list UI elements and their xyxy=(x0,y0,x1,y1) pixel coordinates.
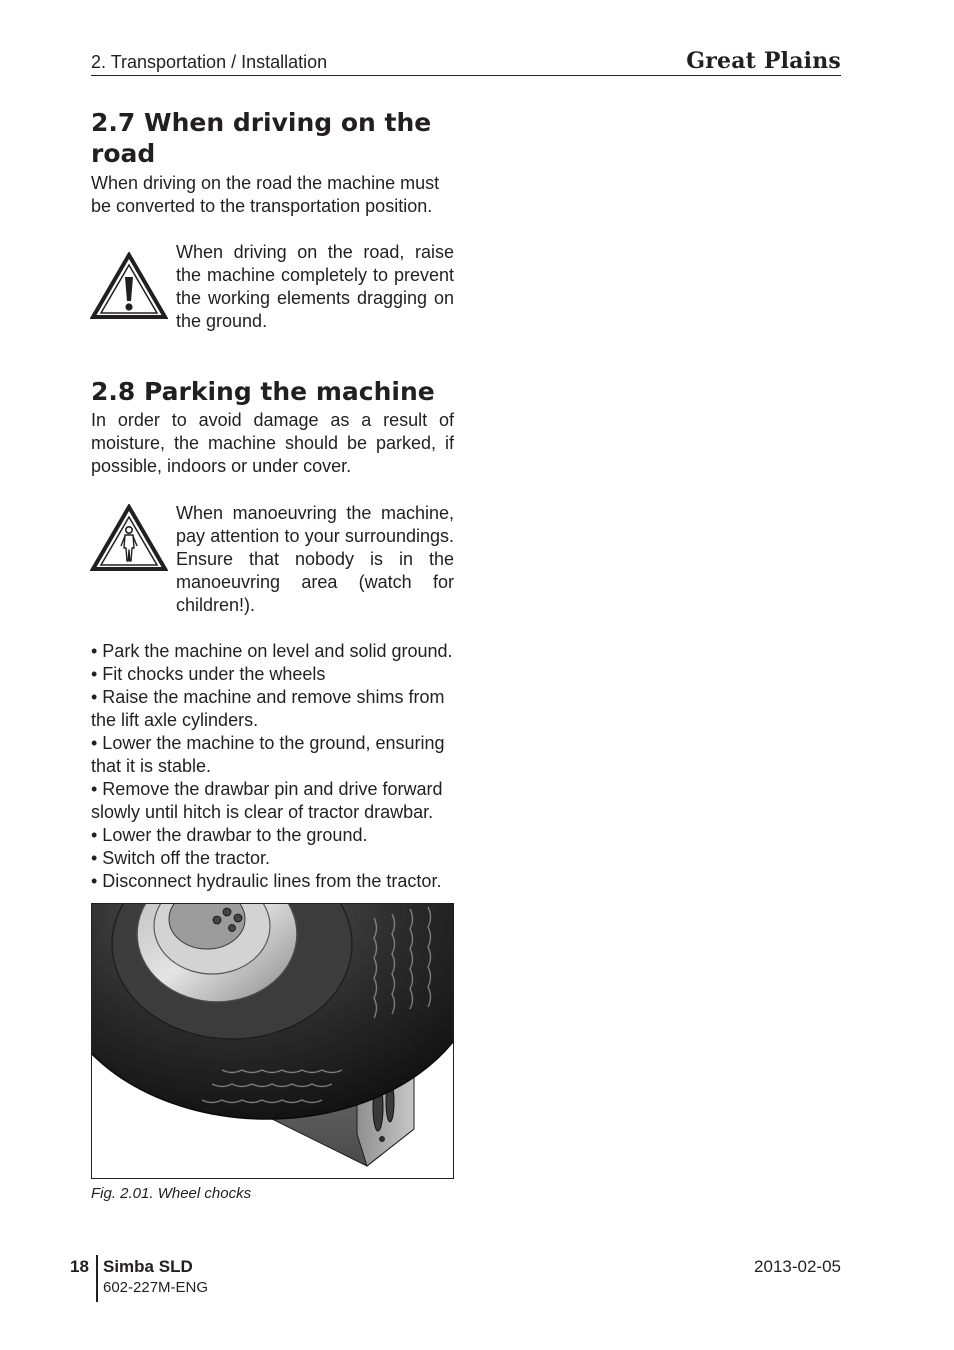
running-header-section: 2. Transportation / Installation xyxy=(91,52,328,72)
list-item: • Switch off the tractor. xyxy=(91,848,271,868)
section-title-parking: 2.8 Parking the machine xyxy=(91,377,435,406)
list-item: • Park the machine on level and solid ground. xyxy=(91,641,453,661)
figure-caption: Fig. 2.01. Wheel chocks xyxy=(91,1185,252,1202)
product-name: Simba SLD xyxy=(103,1257,193,1276)
parking-warning-text: When manoeuvring the machine, pay attention to your surroundings. Ensure that nobody is in the manoeuvring area (watch for children!). xyxy=(176,503,454,615)
document-code: 602-227M-ENG xyxy=(103,1279,209,1296)
list-item: • Fit chocks under the wheels xyxy=(91,664,326,684)
section-title-line-2: road xyxy=(91,139,156,168)
driving-intro-paragraph: When driving on the road the machine must be converted to the transportation position. xyxy=(91,173,440,216)
header-divider xyxy=(91,75,841,76)
section-title-driving-on-road xyxy=(91,107,454,169)
list-item: • Raise the machine and remove shims from the lift axle cylinders. xyxy=(91,687,445,730)
section-title-line-1: 2.7 When driving on the xyxy=(91,108,432,137)
parking-intro-paragraph: In order to avoid damage as a result of moisture, the machine should be parked, if possible, indoors or under cover. xyxy=(91,410,454,476)
list-item: • Lower the drawbar to the ground. xyxy=(91,825,368,845)
publication-date: 2013-02-05 xyxy=(754,1257,841,1276)
warning-exclamation-icon xyxy=(90,252,168,320)
warning-person-icon xyxy=(90,504,168,572)
list-item: • Disconnect hydraulic lines from the tractor. xyxy=(91,871,442,891)
driving-warning-text: When driving on the road, raise the machine completely to prevent the working elements dragging on the ground. xyxy=(176,242,454,331)
list-item: • Remove the drawbar pin and drive forward slowly until hitch is clear of tractor drawbar. xyxy=(91,779,443,822)
page-number: 18 xyxy=(70,1257,89,1276)
list-item: • Lower the machine to the ground, ensuring that it is stable. xyxy=(91,733,445,776)
wheel-chock-figure xyxy=(91,903,454,1179)
wheel-chock-illustration xyxy=(92,904,453,1178)
brand-logo: Great Plains xyxy=(686,48,841,74)
footer-divider xyxy=(96,1255,98,1302)
parking-steps-list xyxy=(91,640,454,893)
